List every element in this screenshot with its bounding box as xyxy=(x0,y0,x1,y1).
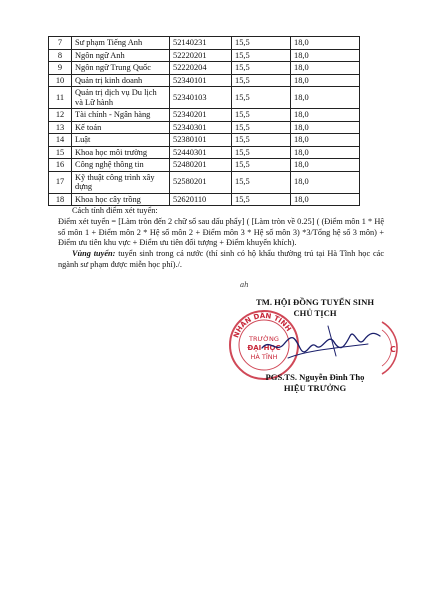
score-b: 18,0 xyxy=(291,171,360,193)
major-code: 52220204 xyxy=(170,62,232,75)
table-row xyxy=(49,37,360,50)
row-number: 17 xyxy=(49,171,72,193)
score-a: 15,5 xyxy=(232,62,291,75)
major-code: 52340103 xyxy=(170,87,232,109)
formula-text: Điểm xét tuyển = [Làm tròn đến 2 chữ số sau dấu phẩy] ( [Làm tròn về 0.25] ( (Điểm môn 1 * Hệ số môn 1 + Điểm môn 2 * Hệ số môn 2 + Điểm môn 3 * Hệ số môn 3) *3/Tổng hệ số 3 môn) + Điểm ưu tiên khu vực + Điểm ưu tiên đối tượng + Điểm khuyến khích). xyxy=(58,216,384,248)
stamp-center-2: ĐẠI HỌC xyxy=(247,344,281,352)
row-number: 8 xyxy=(49,49,72,62)
major-code: 52620110 xyxy=(170,193,232,206)
score-b: 18,0 xyxy=(291,37,360,50)
score-b: 18,0 xyxy=(291,146,360,159)
admission-table xyxy=(48,36,360,206)
major-code: 52140231 xyxy=(170,37,232,50)
major-code: 52440301 xyxy=(170,146,232,159)
major-name: Tài chính - Ngân hàng xyxy=(72,109,170,122)
major-name: Công nghệ thông tin xyxy=(72,159,170,172)
major-code: 52340201 xyxy=(170,109,232,122)
major-name: Quản trị kinh doanh xyxy=(72,74,170,87)
major-code: 52220201 xyxy=(170,49,232,62)
major-name: Sư phạm Tiếng Anh xyxy=(72,37,170,50)
signer-position: HIỆU TRƯỞNG xyxy=(283,383,347,393)
score-b: 18,0 xyxy=(291,109,360,122)
stamp-side-text: C xyxy=(390,345,396,354)
major-code: 52380101 xyxy=(170,134,232,147)
major-name: Ngôn ngữ Trung Quốc xyxy=(72,62,170,75)
region-text: tuyển sinh trong cả nước (thí sinh có hộ khẩu thường trú tại Hà Tĩnh học các ngành sư phạm được miễn học phí)./. xyxy=(58,249,384,269)
score-a: 15,5 xyxy=(232,49,291,62)
major-name: Ngôn ngữ Anh xyxy=(72,49,170,62)
major-name: Quản trị dịch vụ Du lịch và Lữ hành xyxy=(72,87,170,109)
signature-mark xyxy=(258,318,384,364)
score-a: 15,5 xyxy=(232,87,291,109)
notes-section xyxy=(58,206,384,271)
table-row xyxy=(49,146,360,159)
score-a: 15,5 xyxy=(232,159,291,172)
row-number: 7 xyxy=(49,37,72,50)
score-a: 15,5 xyxy=(232,74,291,87)
row-number: 14 xyxy=(49,134,72,147)
region-label: Vùng tuyển: xyxy=(72,249,116,259)
region-paragraph xyxy=(58,249,384,271)
notes-heading: Cách tính điểm xét tuyển: xyxy=(72,206,158,215)
stamp-partial xyxy=(380,318,416,378)
major-code: 52340101 xyxy=(170,74,232,87)
major-name: Khoa học môi trường xyxy=(72,146,170,159)
table-row xyxy=(49,121,360,134)
table-row xyxy=(49,49,360,62)
table-row xyxy=(49,193,360,206)
major-name: Kế toán xyxy=(72,121,170,134)
score-b: 18,0 xyxy=(291,74,360,87)
stamp-top-text: NHÂN DÂN TỈNH xyxy=(232,311,293,339)
score-a: 15,5 xyxy=(232,134,291,147)
table-row xyxy=(49,109,360,122)
signer-name: PGS.TS. Nguyễn Đình Thọ xyxy=(265,372,365,382)
score-b: 18,0 xyxy=(291,62,360,75)
table-row xyxy=(49,74,360,87)
score-a: 15,5 xyxy=(232,121,291,134)
score-b: 18,0 xyxy=(291,121,360,134)
table-row xyxy=(49,134,360,147)
score-a: 15,5 xyxy=(232,146,291,159)
handwritten-initials: ah xyxy=(240,281,249,289)
major-code: 52480201 xyxy=(170,159,232,172)
score-b: 18,0 xyxy=(291,193,360,206)
row-number: 12 xyxy=(49,109,72,122)
score-b: 18,0 xyxy=(291,134,360,147)
row-number: 13 xyxy=(49,121,72,134)
major-code: 52580201 xyxy=(170,171,232,193)
row-number: 16 xyxy=(49,159,72,172)
score-a: 15,5 xyxy=(232,109,291,122)
score-a: 15,5 xyxy=(232,193,291,206)
stamp-center-1: TRƯỜNG xyxy=(249,335,279,343)
score-a: 15,5 xyxy=(232,37,291,50)
chair-title: CHỦ TỊCH xyxy=(293,308,337,318)
row-number: 18 xyxy=(49,193,72,206)
major-code: 52340301 xyxy=(170,121,232,134)
major-name: Kỹ thuật công trình xây dựng xyxy=(72,171,170,193)
table-row xyxy=(49,171,360,193)
score-b: 18,0 xyxy=(291,159,360,172)
table-row xyxy=(49,62,360,75)
table-row xyxy=(49,87,360,109)
table-row xyxy=(49,159,360,172)
score-b: 18,0 xyxy=(291,49,360,62)
stamp-center-3: HÀ TĨNH xyxy=(250,353,278,361)
council-title: TM. HỘI ĐỒNG TUYỂN SINH xyxy=(255,297,375,307)
table-body xyxy=(49,37,360,206)
row-number: 15 xyxy=(49,146,72,159)
score-b: 18,0 xyxy=(291,87,360,109)
major-name: Khoa học cây trồng xyxy=(72,193,170,206)
major-name: Luật xyxy=(72,134,170,147)
row-number: 9 xyxy=(49,62,72,75)
row-number: 10 xyxy=(49,74,72,87)
row-number: 11 xyxy=(49,87,72,109)
score-a: 15,5 xyxy=(232,171,291,193)
